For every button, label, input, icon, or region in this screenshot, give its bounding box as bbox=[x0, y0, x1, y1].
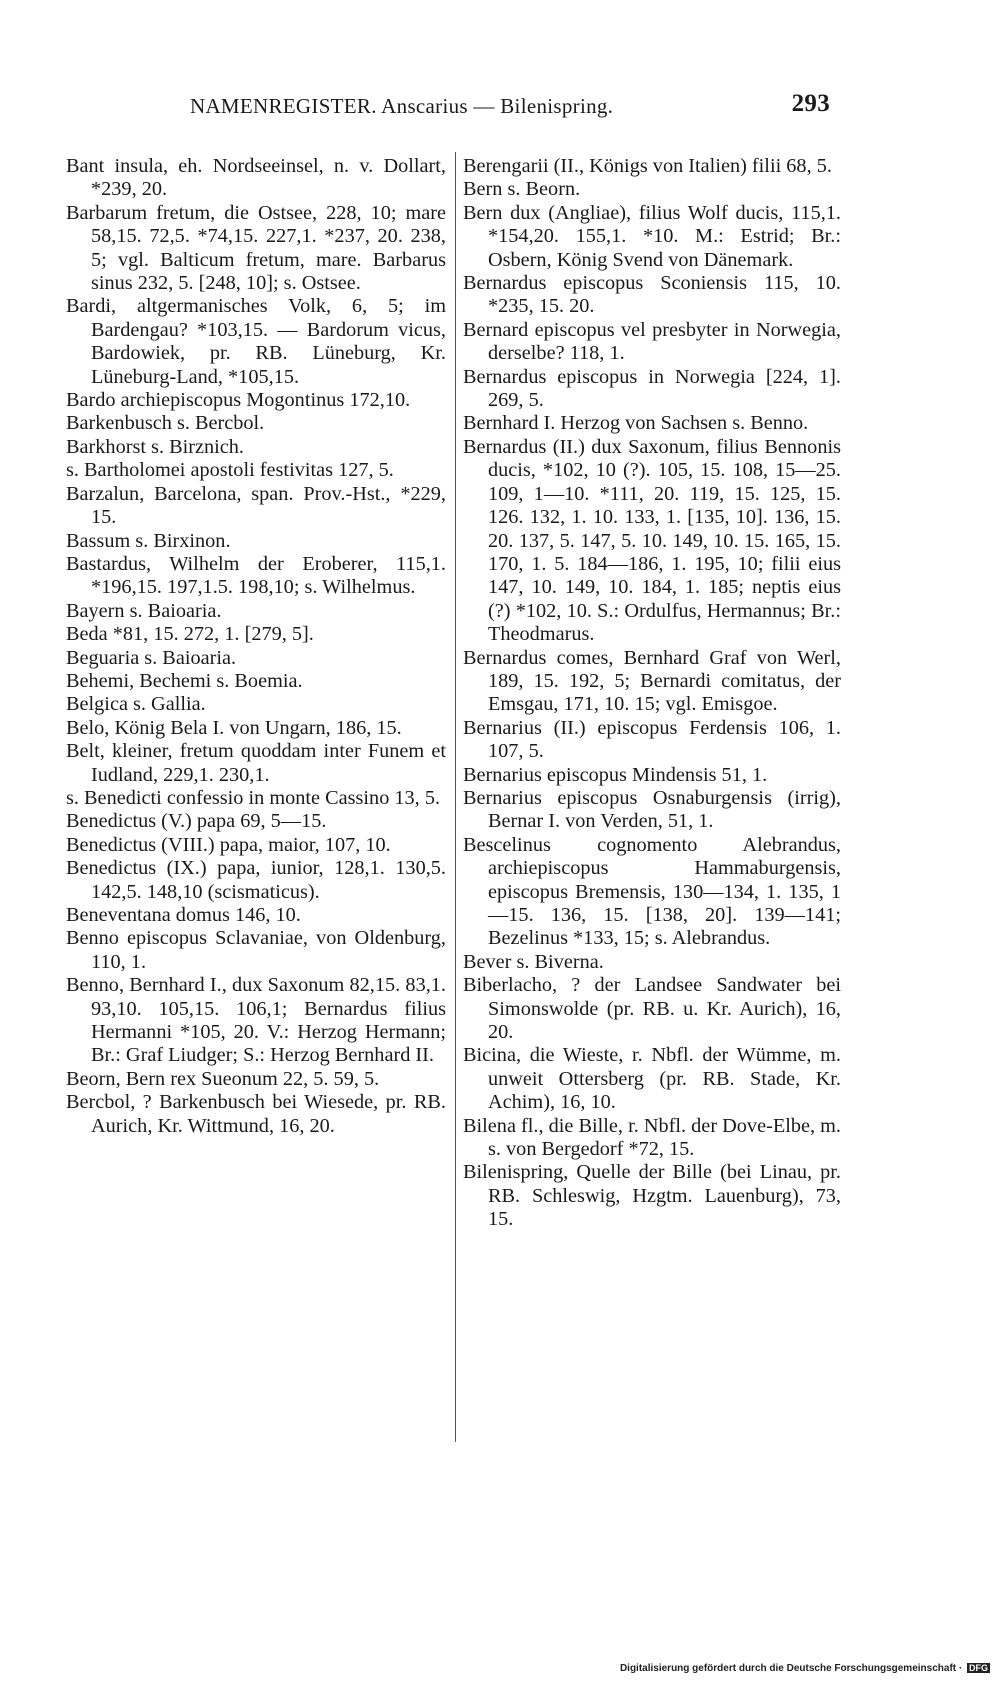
column-divider bbox=[455, 152, 456, 1442]
index-entry: Benno episcopus Sclavaniae, von Oldenburg, 110, 1. bbox=[66, 927, 446, 973]
header-title: NAMENREGISTER. Anscarius — Bilenispring. bbox=[190, 94, 614, 118]
index-entry: Benedictus (V.) papa 69, 5—15. bbox=[66, 810, 327, 833]
index-entry: Belo, König Bela I. von Ungarn, 186, 15. bbox=[66, 716, 402, 739]
index-entry: Bernardus episcopus in Norwegia [224, 1]. 269, 5. bbox=[463, 365, 841, 412]
index-entry: Beorn, Bern rex Sueonum 22, 5. 59, 5. bbox=[66, 1067, 380, 1090]
index-entry: Bayern s. Baioaria. bbox=[66, 599, 222, 622]
index-entry: Barkenbusch s. Bercbol. bbox=[66, 412, 265, 435]
index-entry: Benedictus (IX.) papa, iunior, 128,1. 130,5. 142,5. 148,10 (scismaticus). bbox=[66, 857, 446, 903]
index-entry: Barkhorst s. Birznich. bbox=[66, 435, 244, 458]
dfg-logo: DFG bbox=[969, 1663, 988, 1673]
index-entry: Berengarii (II., Königs von Italien) filii 68, 5. bbox=[463, 155, 832, 177]
index-entry: Belt, kleiner, fretum quoddam inter Funem et Iudland, 229,1. 230,1. bbox=[66, 740, 446, 786]
index-entry: Bernarius episcopus Mindensis 51, 1. bbox=[463, 763, 768, 786]
index-entry: Bernhard I. Herzog von Sachsen s. Benno. bbox=[463, 412, 809, 435]
index-entry: Bernardus comes, Bernhard Graf von Werl, 189, 15. 192, 5; Bernardi comitatus, der Emsgau, 171, 10. 15; vgl. Emisgoe. bbox=[463, 646, 841, 716]
index-entry: Bernard episcopus vel presbyter in Norwegia, derselbe? 118, 1. bbox=[463, 318, 841, 365]
index-entry: Bern dux (Angliae), filius Wolf ducis, 115,1. *154,20. 155,1. *10. M.: Estrid; Br.: Osbern, König Svend von Dänemark. bbox=[463, 201, 841, 271]
page-number: 293 bbox=[791, 90, 830, 117]
right-column bbox=[463, 155, 841, 1232]
index-entry: Behemi, Bechemi s. Boemia. bbox=[66, 669, 303, 692]
index-entry: Bernarius episcopus Osnaburgensis (irrig), Bernar I. von Verden, 51, 1. bbox=[463, 786, 841, 833]
index-entry: Beneventana domus 146, 10. bbox=[66, 904, 301, 926]
index-entry: Beda *81, 15. 272, 1. [279, 5]. bbox=[66, 623, 314, 646]
index-entry: Benedictus (VIII.) papa, maior, 107, 10. bbox=[66, 833, 391, 856]
footer-text: Digitalisierung gefördert durch die Deutsche Forschungsgemeinschaft · bbox=[619, 1663, 963, 1674]
index-entry: Bant insula, eh. Nordseeinsel, n. v. Dollart, *239, 20. bbox=[66, 155, 446, 201]
index-entry: Bern s. Beorn. bbox=[463, 178, 581, 201]
index-entry: Bernardus (II.) dux Saxonum, filius Bennonis ducis, *102, 10 (?). 105, 15. 108, 15—25. 109, 1—10. *111, 20. 119, 15. 125, 15. 126. 132, 1. 10. 133, 1. [135, 10]. 136, 15. 20. 137, 5. 147, 5. 10. 149, 10. 15. 165, 15. 170, 1. 5. 184—186, 1. 195, 10; filii eius 147, 10. 149, 10. 184, 1. 185; neptis eius (?) *102, 10. S.: Ordulfus, Hermannus; Br.: Theodmarus. bbox=[463, 435, 841, 646]
footer-credit bbox=[620, 1663, 990, 1674]
index-entry: Bardo archiepiscopus Mogontinus 172,10. bbox=[66, 389, 411, 412]
index-entry: Bilena fl., die Bille, r. Nbfl. der Dove-Elbe, m. s. von Bergedorf *72, 15. bbox=[463, 1114, 841, 1161]
index-entry: Barzalun, Barcelona, span. Prov.-Hst., *229, 15. bbox=[66, 482, 446, 529]
index-entry: Bicina, die Wieste, r. Nbfl. der Wümme, m. unweit Ottersberg (pr. RB. Stade, Kr. Achim), 16, 10. bbox=[463, 1044, 841, 1114]
index-entry: Bastardus, Wilhelm der Eroberer, 115,1. *196,15. 197,1.5. 198,10; s. Wilhelmus. bbox=[66, 552, 446, 599]
index-entry: Benno, Bernhard I., dux Saxonum 82,15. 83,1. 93,10. 105,15. 106,1; Bernardus filius Hermanni *105, 20. V.: Herzog Hermann; Br.: Graf Liudger; S.: Herzog Bernhard II. bbox=[66, 974, 446, 1067]
running-header bbox=[190, 90, 830, 119]
index-entry: Bernardus episcopus Sconiensis 115, 10. *235, 15. 20. bbox=[463, 272, 841, 318]
index-entry: Bassum s. Birxinon. bbox=[66, 529, 231, 552]
index-entry: Bercbol, ? Barkenbusch bei Wiesede, pr. RB. Aurich, Kr. Wittmund, 16, 20. bbox=[66, 1091, 446, 1137]
index-entry: Bescelinus cognomento Alebrandus, archiepiscopus Hammaburgensis, episcopus Bremensis, 130—134, 1. 135, 1—15. 136, 15. [138, 20]. 139—141; Bezelinus *133, 15; s. Alebrandus. bbox=[463, 833, 841, 950]
index-entry: Bever s. Biverna. bbox=[463, 950, 604, 973]
index-entry: Bernarius (II.) episcopus Ferdensis 106, 1. 107, 5. bbox=[463, 716, 841, 763]
index-entry: Bilenispring, Quelle der Bille (bei Linau, pr. RB. Schleswig, Hzgtm. Lauenburg), 73, 15. bbox=[463, 1161, 841, 1231]
index-entry: Beguaria s. Baioaria. bbox=[66, 646, 237, 669]
index-entry: Belgica s. Gallia. bbox=[66, 693, 206, 716]
left-column bbox=[66, 155, 446, 1138]
index-entry: Bardi, altgermanisches Volk, 6, 5; im Bardengau? *103,15. — Bardorum vicus, Bardowiek, pr. RB. Lüneburg, Kr. Lüneburg-Land, *105,15. bbox=[66, 295, 446, 388]
index-entry: Biberlacho, ? der Landsee Sandwater bei Simonswolde (pr. RB. u. Kr. Aurich), 16, 20. bbox=[463, 974, 841, 1044]
index-entry: s. Bartholomei apostoli festivitas 127, 5. bbox=[66, 459, 394, 482]
index-entry: Barbarum fretum, die Ostsee, 228, 10; mare 58,15. 72,5. *74,15. 227,1. *237, 20. 238, 5; vgl. Balticum fretum, mare. Barbarus sinus 232, 5. [248, 10]; s. Ostsee. bbox=[66, 201, 446, 295]
index-entry: s. Benedicti confessio in monte Cassino 13, 5. bbox=[66, 786, 441, 809]
